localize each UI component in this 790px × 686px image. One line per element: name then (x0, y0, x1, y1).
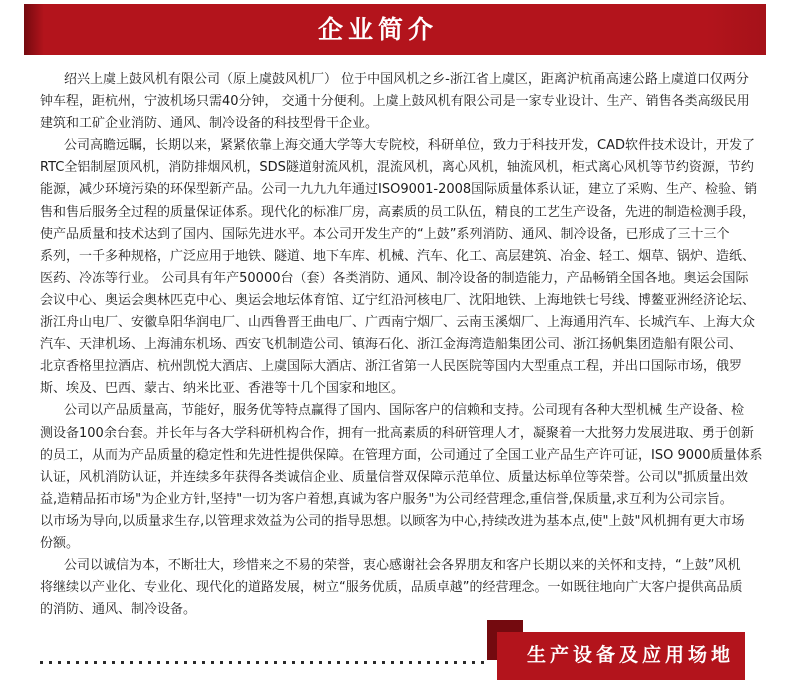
profile-paragraph-quality (40, 400, 782, 555)
section-title: 企业简介 (317, 15, 438, 44)
text-line: 将继续以产业化、专业化、现代化的道路发展，树立“服务优质，品质卓越”的经营理念。一如既往地向广大客户提供高品质 (40, 580, 743, 596)
text-line: 公司以产品质量高，节能好，服务优等特点赢得了国内、国际客户的信赖和支持。公司现有各种大型机械 生产设备、检 (64, 403, 745, 419)
text-line: 售和售后服务全过程的质量保证体系。现代化的标准厂房，高素质的员工队伍，精良的工艺生产设备，先进的制造检测手段， (40, 204, 756, 220)
text-line: 医药、冷冻等行业。 公司具有年产50000台（套）各类消防、通风、制冷设备的制造能力，产品畅销全国各地。奥运会国际 (40, 270, 749, 286)
text-line: RTC全铝制屋顶风机，消防排烟风机，SDS隧道射流风机，混流风机，离心风机，轴流风机，柜式离心风机等节约资源，节约 (40, 160, 754, 176)
text-line: 认证，风机消防认证，并连续多年获得各类诚信企业、质量信誉双保障示范单位、质量达标单位等荣誉。公司以"抓质量出效 (40, 469, 748, 485)
text-line: 建筑和工矿企业消防、通风、制冷设备的科技型骨干企业。 (40, 116, 379, 132)
text-line: 绍兴上虞上鼓风机有限公司（原上虞鼓风机厂） 位于中国风机之乡-浙江省上虞区，距离沪杭甬高速公路上虞道口仅两分 (64, 72, 749, 87)
section-label: 生产设备及应用场地 (527, 644, 735, 666)
text-line: 会议中心、奥运会奥林匹克中心、奥运会地坛体育馆、辽宁红沿河核电厂、沈阳地铁、上海地铁七号线、博鳌亚洲经济论坛、 (40, 292, 756, 308)
text-line: 汽车、天津机场、上海浦东机场、西安飞机制造公司、镇海石化、浙江金海湾造船集团公司、浙江扬帆集团造船有限公司、 (40, 337, 743, 353)
text-line: 份额。 (40, 535, 80, 551)
text-line: 使产品质量和技术达到了国内、国际先进水平。本公司开发生产的“上鼓”系列消防、通风、制冷设备，已形成了三十三个 (40, 226, 730, 242)
footer-dotted-divider (40, 661, 484, 664)
text-line: 益,造精品拓市场"为企业方针,坚持"一切为客户着想,真诚为客户服务"为公司经营理念,重信誉,保质量,求互利为公司宗旨。 (40, 491, 733, 507)
section-label-box (497, 632, 745, 680)
text-line: 公司以诚信为本，不断壮大，珍惜来之不易的荣誉，衷心感谢社会各界朋友和客户长期以来的关怀和支持，“上鼓”风机 (64, 558, 741, 574)
profile-paragraph-closing (40, 555, 782, 621)
text-line: 浙江舟山电厂、安徽阜阳华润电厂、山西鲁晋王曲电厂、广西南宁烟厂、云南玉溪烟厂、上海通用汽车、长城汽车、上海大众 (40, 315, 756, 331)
text-line: 测设备100余台套。并长年与各大学科研机构合作，拥有一批高素质的科研管理人才，凝聚着一大批努力发展进取、勇于创新 (40, 425, 754, 441)
text-line: 以市场为导向,以质量求生存,以管理求效益为公司的指导思想。以顾客为中心,持续改进为基本点,使"上鼓"风机拥有更大市场 (40, 513, 745, 529)
text-line: 斯、埃及、巴西、蒙古、纳米比亚、香港等十几个国家和地区。 (40, 381, 405, 397)
text-line: 北京香格里拉酒店、杭州凯悦大酒店、上虞国际大酒店、浙江省第一人民医院等国内大型重点工程，并出口国际市场，俄罗 (40, 359, 743, 375)
text-line: 能源，减少环境污染的环保型新产品。公司一九九九年通过ISO9001-2008国际质量体系认证，建立了采购、生产、检验、销 (40, 182, 758, 198)
text-line: 的员工，从而为产品质量的稳定性和先进性提供保障。在管理方面，公司通过了全国工业产品生产许可证，ISO 9000质量体系 (40, 447, 763, 463)
profile-paragraph-development (40, 135, 782, 400)
profile-body (40, 69, 782, 621)
text-line: 公司高瞻远瞩，长期以来，紧紧依靠上海交通大学等大专院校，科研单位，致力于科技开发，CAD软件技术设计，开发了 (64, 138, 755, 154)
section-header-banner (24, 4, 766, 55)
text-line: 钟车程，距杭州，宁波机场只需40分钟， 交通十分便利。上虞上鼓风机有限公司是一家专业设计、生产、销售各类高级民用 (40, 94, 750, 110)
text-line: 系列，一千多种规格，广泛应用于地铁、隧道、地下车库、机械、汽车、化工、高层建筑、冶金、轻工、烟草、锅炉、造纸、 (40, 248, 756, 264)
profile-paragraph-intro (40, 69, 782, 135)
text-line: 的消防、通风、制冷设备。 (40, 602, 197, 618)
